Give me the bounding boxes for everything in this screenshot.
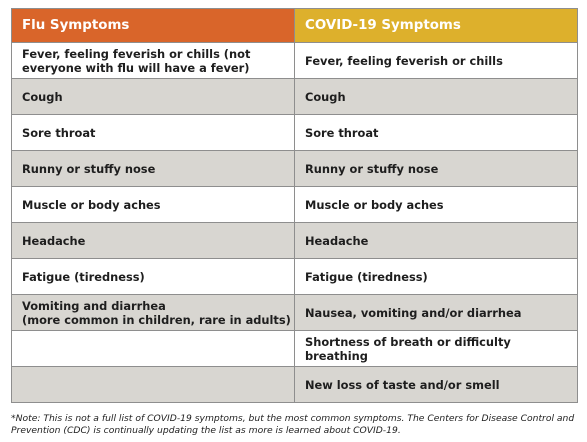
covid-symptom-cell: Muscle or body aches [295,187,578,223]
flu-symptom-cell: Vomiting and diarrhea (more common in children, rare in adults) [12,295,295,331]
table-row [12,187,578,223]
table-header-row [12,9,578,43]
footnote: *Note: This is not a full list of COVID-19 symptoms, but the most common symptoms. The Centers for Disease Control and Prevention (CDC) is continually updating the list as more is learned about COVID-19. [11,413,575,436]
flu-symptom-cell: Cough [12,79,295,115]
flu-symptom-cell: Sore throat [12,115,295,151]
table-row [12,115,578,151]
covid-symptoms-header: COVID-19 Symptoms [295,9,578,43]
table-row [12,223,578,259]
table-row [12,79,578,115]
table-row [12,331,578,367]
table-row [12,367,578,403]
symptoms-comparison-table [11,8,578,403]
flu-symptoms-header: Flu Symptoms [12,9,295,43]
table-row [12,259,578,295]
covid-symptom-cell: Headache [295,223,578,259]
covid-symptom-cell: New loss of taste and/or smell [295,367,578,403]
table-row [12,295,578,331]
flu-symptom-cell [12,367,295,403]
covid-symptom-cell: Sore throat [295,115,578,151]
flu-symptom-cell [12,331,295,367]
covid-symptom-cell: Cough [295,79,578,115]
table-row [12,151,578,187]
covid-symptom-cell: Shortness of breath or difficulty breathing [295,331,578,367]
flu-symptom-cell: Headache [12,223,295,259]
flu-symptom-cell: Fatigue (tiredness) [12,259,295,295]
flu-symptom-cell: Runny or stuffy nose [12,151,295,187]
flu-symptom-cell: Muscle or body aches [12,187,295,223]
covid-symptom-cell: Runny or stuffy nose [295,151,578,187]
covid-symptom-cell: Fever, feeling feverish or chills [295,43,578,79]
flu-symptom-cell: Fever, feeling feverish or chills (not everyone with flu will have a fever) [12,43,295,79]
covid-symptom-cell: Nausea, vomiting and/or diarrhea [295,295,578,331]
table-row [12,43,578,79]
covid-symptom-cell: Fatigue (tiredness) [295,259,578,295]
